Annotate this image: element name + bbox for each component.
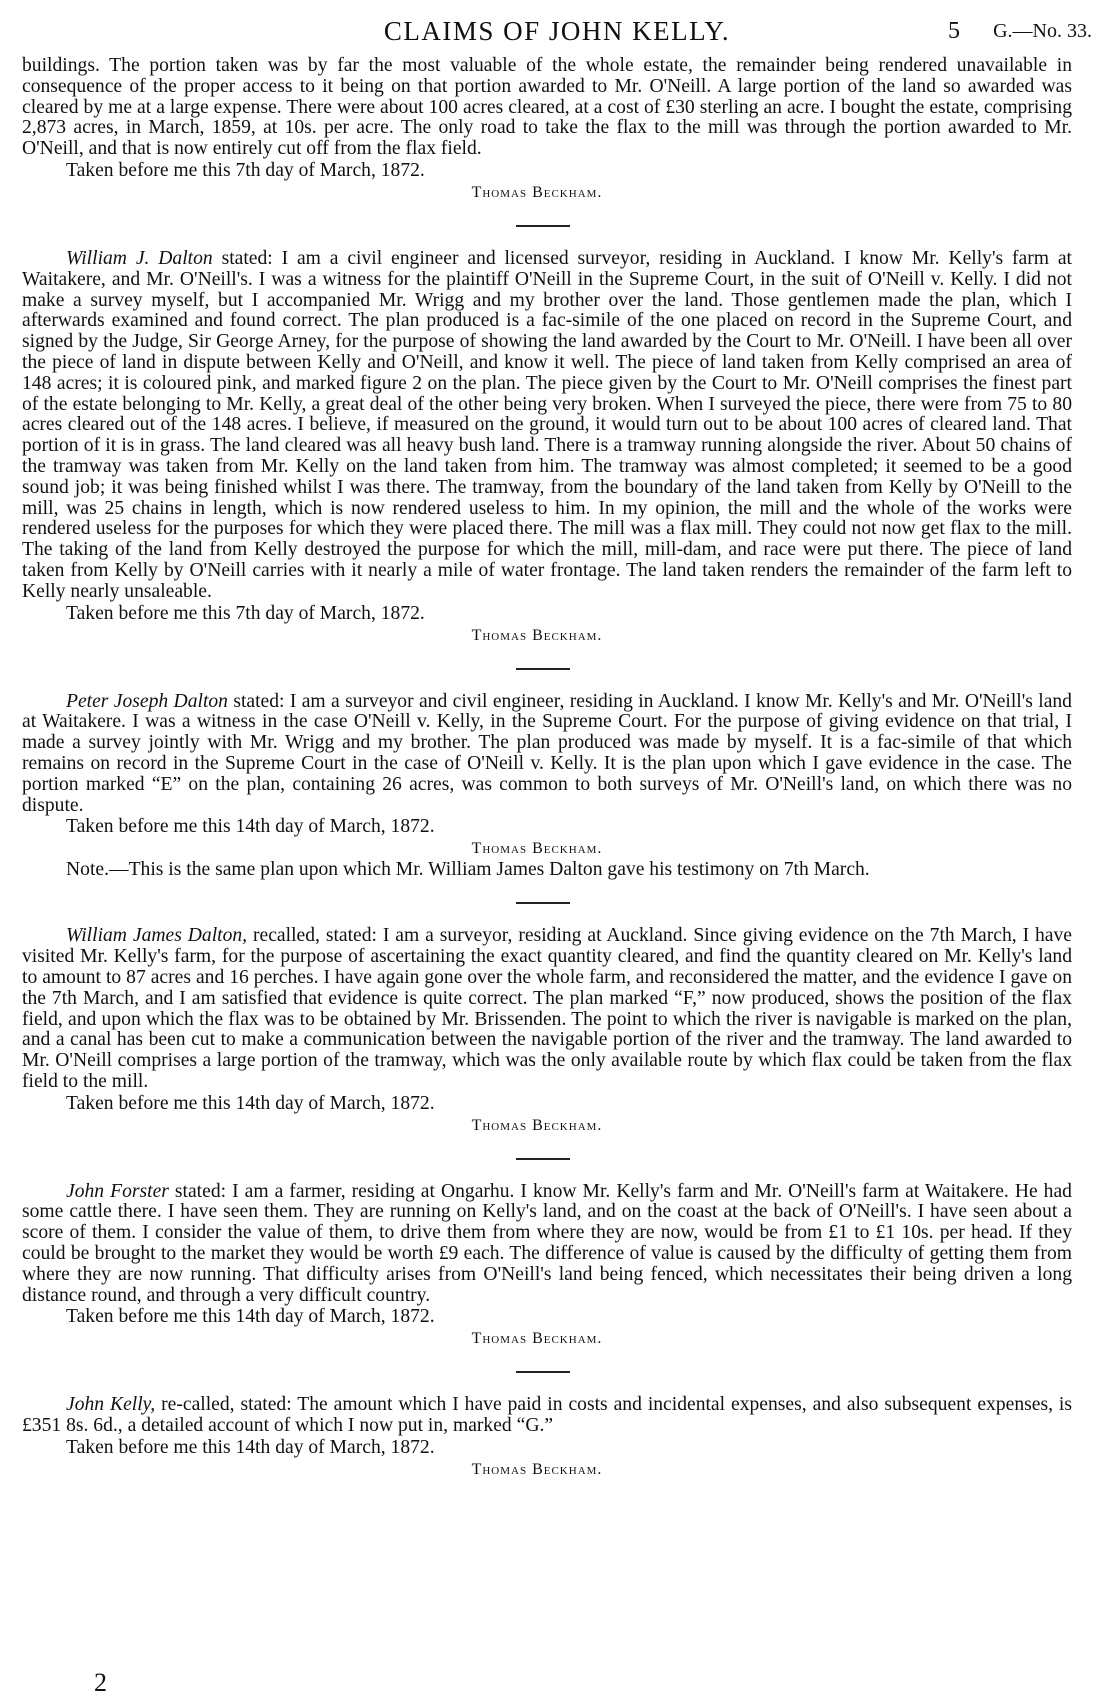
- witness-name: John Forster: [66, 1180, 169, 1202]
- note: Note.—This is the same plan upon which Mr. William James Dalton gave his testimony on 7th March.: [66, 859, 870, 881]
- testimony-body: William J. Dalton stated: I am a civil engineer and licensed surveyor, residing in Auckland. I know Mr. Kelly's farm at Waitakere, and Mr. O'Neill's. I was a witness for the plaintiff O'Neill in the Supreme Court, in the suit of O'Neill v. Kelly. I did not make a survey myself, but I accompanied Mr. Wrigg and my brother over the land. Those gentlemen made the plan, which I afterwards examined and found correct. The plan produced is a fac-simile of the one placed on record in the Supreme Court, and signed by the Judge, Sir George Arney, for the purpose of showing the land awarded by the Court to Mr. O'Neill. I have been all over the piece of land in dispute between Kelly and O'Neill, and know it well. The piece of land taken from Kelly comprised an area of 148 acres; it is coloured pink, and marked figure 2 on the plan. The piece given by the Court to Mr. O'Neill comprises the finest part of the estate belonging to Mr. Kelly, a great deal of the other being very broken. When I surveyed the piece, there were from 75 to 80 acres cleared out of the 148 acres. I believe, if measured on the ground, it would turn out to be about 100 acres of cleared land. That portion of it is in grass. The land cleared was all heavy bush land. There is a tramway running alongside the river. About 50 chains of the tramway was taken from Mr. Kelly on the land taken from him. The tramway was almost completed; it seemed to be a good sound job; it was being finished whilst I was there. The tramway, from the boundary of the land taken from Kelly by O'Neill to the mill, was 25 chains in length, which is now rendered useless to him. In my opinion, the mill and the whole of the works were rendered useless for the purposes for which they were placed there. The mill was a flax mill. They could not now get flax to the mill. The taking of the land from Kelly destroyed the purpose for which the mill, mill-dam, and race were put there. The piece of land taken from Kelly by O'Neill carries with it nearly a mile of water frontage. The land taken renders the remainder of the farm left to Kelly nearly unsaleable.: [22, 247, 1072, 602]
- taken-before-line: Taken before me this 14th day of March, 1872.: [66, 1437, 435, 1459]
- testimony-section: [22, 56, 1092, 203]
- section-divider: [516, 225, 570, 227]
- taken-before-line: Taken before me this 14th day of March, 1872.: [66, 1306, 435, 1328]
- testimony-body: buildings. The portion taken was by far the most valuable of the whole estate, the remainder being rendered unavailable in consequence of the proper access to it being on that portion awarded to Mr. O'Neill. A large portion of the land so awarded was cleared by me at a large expense. There were about 100 acres cleared, at a cost of £30 sterling an acre. I bought the estate, comprising 2,873 acres, in March, 1859, at 10s. per acre. The only road to take the flax to the mill was through the portion awarded to Mr. O'Neill, and that is now entirely cut off from the flax field.: [22, 55, 1072, 160]
- witness-name: William James Dalton,: [66, 925, 248, 947]
- section-divider: [516, 902, 570, 904]
- signature: Thomas Beckham.: [471, 840, 603, 858]
- taken-before-line: Taken before me this 14th day of March, 1872.: [66, 816, 435, 838]
- testimony-section: [22, 692, 1092, 881]
- paper-reference: G.—No. 33.: [993, 20, 1092, 42]
- signature-mark: 2: [94, 1668, 107, 1697]
- signature: Thomas Beckham.: [471, 1116, 603, 1134]
- section-divider: [516, 1371, 570, 1373]
- testimony-section: [22, 1182, 1092, 1350]
- document-page: [22, 12, 1092, 1480]
- witness-name: Peter Joseph Dalton: [66, 690, 228, 712]
- signature: Thomas Beckham.: [471, 1461, 603, 1479]
- testimony-body: John Kelly, re-called, stated: The amount which I have paid in costs and incidental expenses, and also subsequent expenses, is £351 8s. 6d., a detailed account of which I now put in, marked “G.”: [22, 1394, 1072, 1437]
- page-number: 5: [948, 18, 960, 44]
- taken-before-line: Taken before me this 7th day of March, 1872.: [66, 159, 425, 181]
- signature: Thomas Beckham.: [471, 626, 603, 644]
- testimony-body: John Forster stated: I am a farmer, residing at Ongarhu. I know Mr. Kelly's farm and Mr. O'Neill's farm at Waitakere. He had some cattle there. I have seen them. They are running on Kelly's land, and on the coast at the back of O'Neill's. I have seen about a score of them. I consider the value of them, to drive them from where they are now, would be from £1 to £1 10s. per head. If they could be brought to the market they would be worth £9 each. The difference of value is caused by the difficulty of getting them from where they are now running. That difficulty arises from O'Neill's land being fenced, which necessitates their being driven a long distance round, and through a very difficult country.: [22, 1180, 1072, 1306]
- taken-before-line: Taken before me this 7th day of March, 1872.: [66, 602, 425, 624]
- witness-name: John Kelly,: [66, 1394, 156, 1416]
- section-divider: [516, 1158, 570, 1160]
- testimony-section: [22, 1395, 1092, 1480]
- section-divider: [516, 668, 570, 670]
- witness-name: William J. Dalton: [66, 247, 213, 269]
- testimony-section: [22, 249, 1092, 646]
- testimony-body: Peter Joseph Dalton stated: I am a surveyor and civil engineer, residing in Auckland. I know Mr. Kelly's and Mr. O'Neill's land at Waitakere. I was a witness in the case O'Neill v. Kelly, in the Supreme Court. For the purpose of giving evidence on that trial, I made a survey jointly with Mr. Wrigg and my brother. The plan produced was made by myself. It is a fac-simile of that which remains on record in the Supreme Court in the case of O'Neill v. Kelly. It is the plan upon which I gave evidence in the case. The portion marked “E” on the plan, containing 26 acres, was common to both surveys of Mr. O'Neill's land, on which there was no dispute.: [22, 690, 1072, 816]
- signature: Thomas Beckham.: [471, 1330, 603, 1348]
- page-title: CLAIMS OF JOHN KELLY.: [383, 16, 731, 46]
- testimony-section: [22, 926, 1092, 1135]
- page-header: [22, 12, 1092, 56]
- taken-before-line: Taken before me this 14th day of March, 1872.: [66, 1092, 435, 1114]
- testimony-body: William James Dalton, recalled, stated: I am a surveyor, residing at Auckland. Since giving evidence on the 7th March, I have visited Mr. Kelly's farm, for the purpose of ascertaining the exact quantity cleared, and find the quantity cleared on Mr. Kelly's land to amount to 87 acres and 16 perches. I have again gone over the whole farm, and reconsidered the matter, and the evidence I gave on the 7th March, and I am satisfied that evidence is quite correct. The plan marked “F,” now produced, shows the position of the flax field, and upon which the flax was to be obtained by Mr. Brissenden. The point to which the river is navigable is marked on the plan, and a canal has been cut to make a communication between the navigable portion of the river and the tramway. The land awarded to Mr. O'Neill comprises a large portion of the tramway, which was the only available route by which flax could be taken from the flax field to the mill.: [22, 925, 1072, 1092]
- signature: Thomas Beckham.: [471, 183, 603, 201]
